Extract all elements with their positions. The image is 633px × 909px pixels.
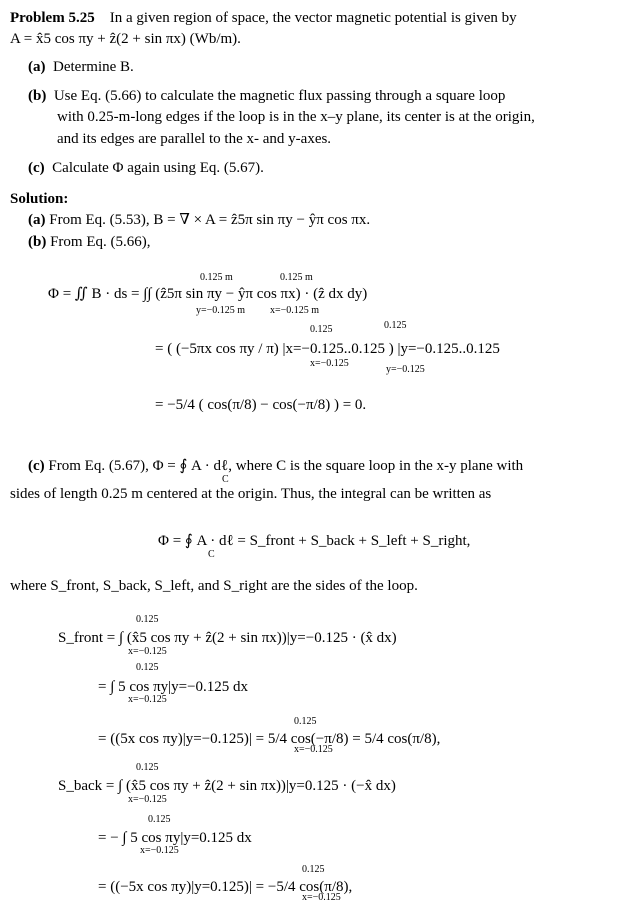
solution-c-text-2: sides of length 0.25 m centered at the origin. Thus, the integral can be written as: [10, 486, 492, 502]
limit-upper-x2: 0.125: [310, 324, 333, 335]
problem-line-1: [10, 9, 517, 27]
part-b-text-2: with 0.25-m-long edges if the loop is in the x–y plane, its center is at the origin,: [57, 109, 535, 125]
part-c: [28, 159, 264, 177]
limit-lower-x2: x=−0.125: [310, 358, 349, 369]
sfront-upper-1: 0.125: [136, 614, 159, 625]
sback-lower-2: x=−0.125: [140, 845, 179, 856]
equation-b-line-2: = ( (−5πx cos πy / π) |x=−0.125..0.125 ) |y=−0.125..0.125: [155, 341, 500, 357]
sfront-lower-1: x=−0.125: [128, 646, 167, 657]
s-front-line-3: = ((5x cos πy)|y=−0.125)| = 5/4 cos(−π/8) = 5/4 cos(π/8),: [98, 731, 441, 747]
solution-c-text-1: From Eq. (5.67), Φ = ∮ A · dℓ, where C is the square loop in the x-y plane with: [48, 458, 524, 474]
s-back-line-3: = ((−5x cos πy)|y=0.125)| = −5/4 cos(π/8),: [98, 879, 353, 895]
part-b-label: (b): [28, 88, 47, 104]
solution-b: [28, 233, 151, 251]
limit-lower-y: y=−0.125 m: [196, 305, 246, 316]
solution-c: [28, 457, 523, 475]
solution-c-text-3: where S_front, S_back, S_left, and S_right are the sides of the loop.: [10, 578, 418, 594]
solution-a-text: From Eq. (5.53), B = ∇ × A = ẑ5π sin πy − ŷπ cos πx.: [49, 212, 371, 228]
s-back-line-1: S_back = ∫ (x̂5 cos πy + ẑ(2 + sin πx))|y=0.125 · (−x̂ dx): [58, 778, 396, 794]
solution-b-text: From Eq. (5.66),: [50, 234, 151, 250]
sback-lower-1: x=−0.125: [128, 794, 167, 805]
part-b-text-1: Use Eq. (5.66) to calculate the magnetic flux passing through a square loop: [53, 88, 506, 104]
problem-label: Problem 5.25: [10, 10, 95, 26]
part-c-text: Calculate Φ again using Eq. (5.67).: [52, 160, 264, 176]
part-a: [28, 58, 134, 76]
equation-b-line-1: Φ = ∬ B · ds = ∫∫ (ẑ5π sin πy − ŷπ cos πx) · (ẑ dx dy): [48, 286, 368, 302]
s-back-line-2: = − ∫ 5 cos πy|y=0.125 dx: [98, 830, 252, 846]
part-b: [28, 87, 505, 105]
sfront-lower-3: x=−0.125: [294, 744, 333, 755]
sback-upper-3: 0.125: [302, 864, 325, 875]
limit-lower-y2: y=−0.125: [386, 364, 425, 375]
limit-lower-x: x=−0.125 m: [270, 305, 320, 316]
sback-upper-1: 0.125: [136, 762, 159, 773]
contour-label-c1: C: [222, 474, 229, 485]
limit-upper-y: 0.125 m: [200, 272, 233, 283]
sback-upper-2: 0.125: [148, 814, 171, 825]
part-a-label: (a): [28, 59, 46, 75]
solution-heading: Solution:: [10, 191, 69, 207]
solution-a-label: (a): [28, 212, 46, 228]
limit-upper-x: 0.125 m: [280, 272, 313, 283]
s-front-line-1: S_front = ∫ (x̂5 cos πy + ẑ(2 + sin πx))|y=−0.125 · (x̂ dx): [58, 630, 397, 646]
solution-a: [28, 211, 370, 229]
s-front-line-2: = ∫ 5 cos πy|y=−0.125 dx: [98, 679, 249, 695]
problem-statement: In a given region of space, the vector magnetic potential is given by: [109, 10, 517, 26]
sfront-lower-2: x=−0.125: [128, 694, 167, 705]
part-b-text-3: and its edges are parallel to the x- and y-axes.: [57, 131, 332, 147]
equation-b-line-3: = −5/4 ( cos(π/8) − cos(−π/8) ) = 0.: [155, 397, 367, 413]
sfront-upper-2: 0.125: [136, 662, 159, 673]
equation-c-loop: Φ = ∮ A · dℓ = S_front + S_back + S_left + S_right,: [158, 533, 471, 549]
sfront-upper-3: 0.125: [294, 716, 317, 727]
problem-potential: A = x̂5 cos πy + ẑ(2 + sin πx) (Wb/m).: [10, 31, 241, 47]
solution-b-label: (b): [28, 234, 47, 250]
part-c-label: (c): [28, 160, 45, 176]
sback-lower-3: x=−0.125: [302, 892, 341, 903]
solution-c-label: (c): [28, 458, 45, 474]
limit-upper-y2: 0.125: [384, 320, 407, 331]
part-a-text: Determine B.: [53, 59, 134, 75]
contour-label-c2: C: [208, 549, 215, 560]
